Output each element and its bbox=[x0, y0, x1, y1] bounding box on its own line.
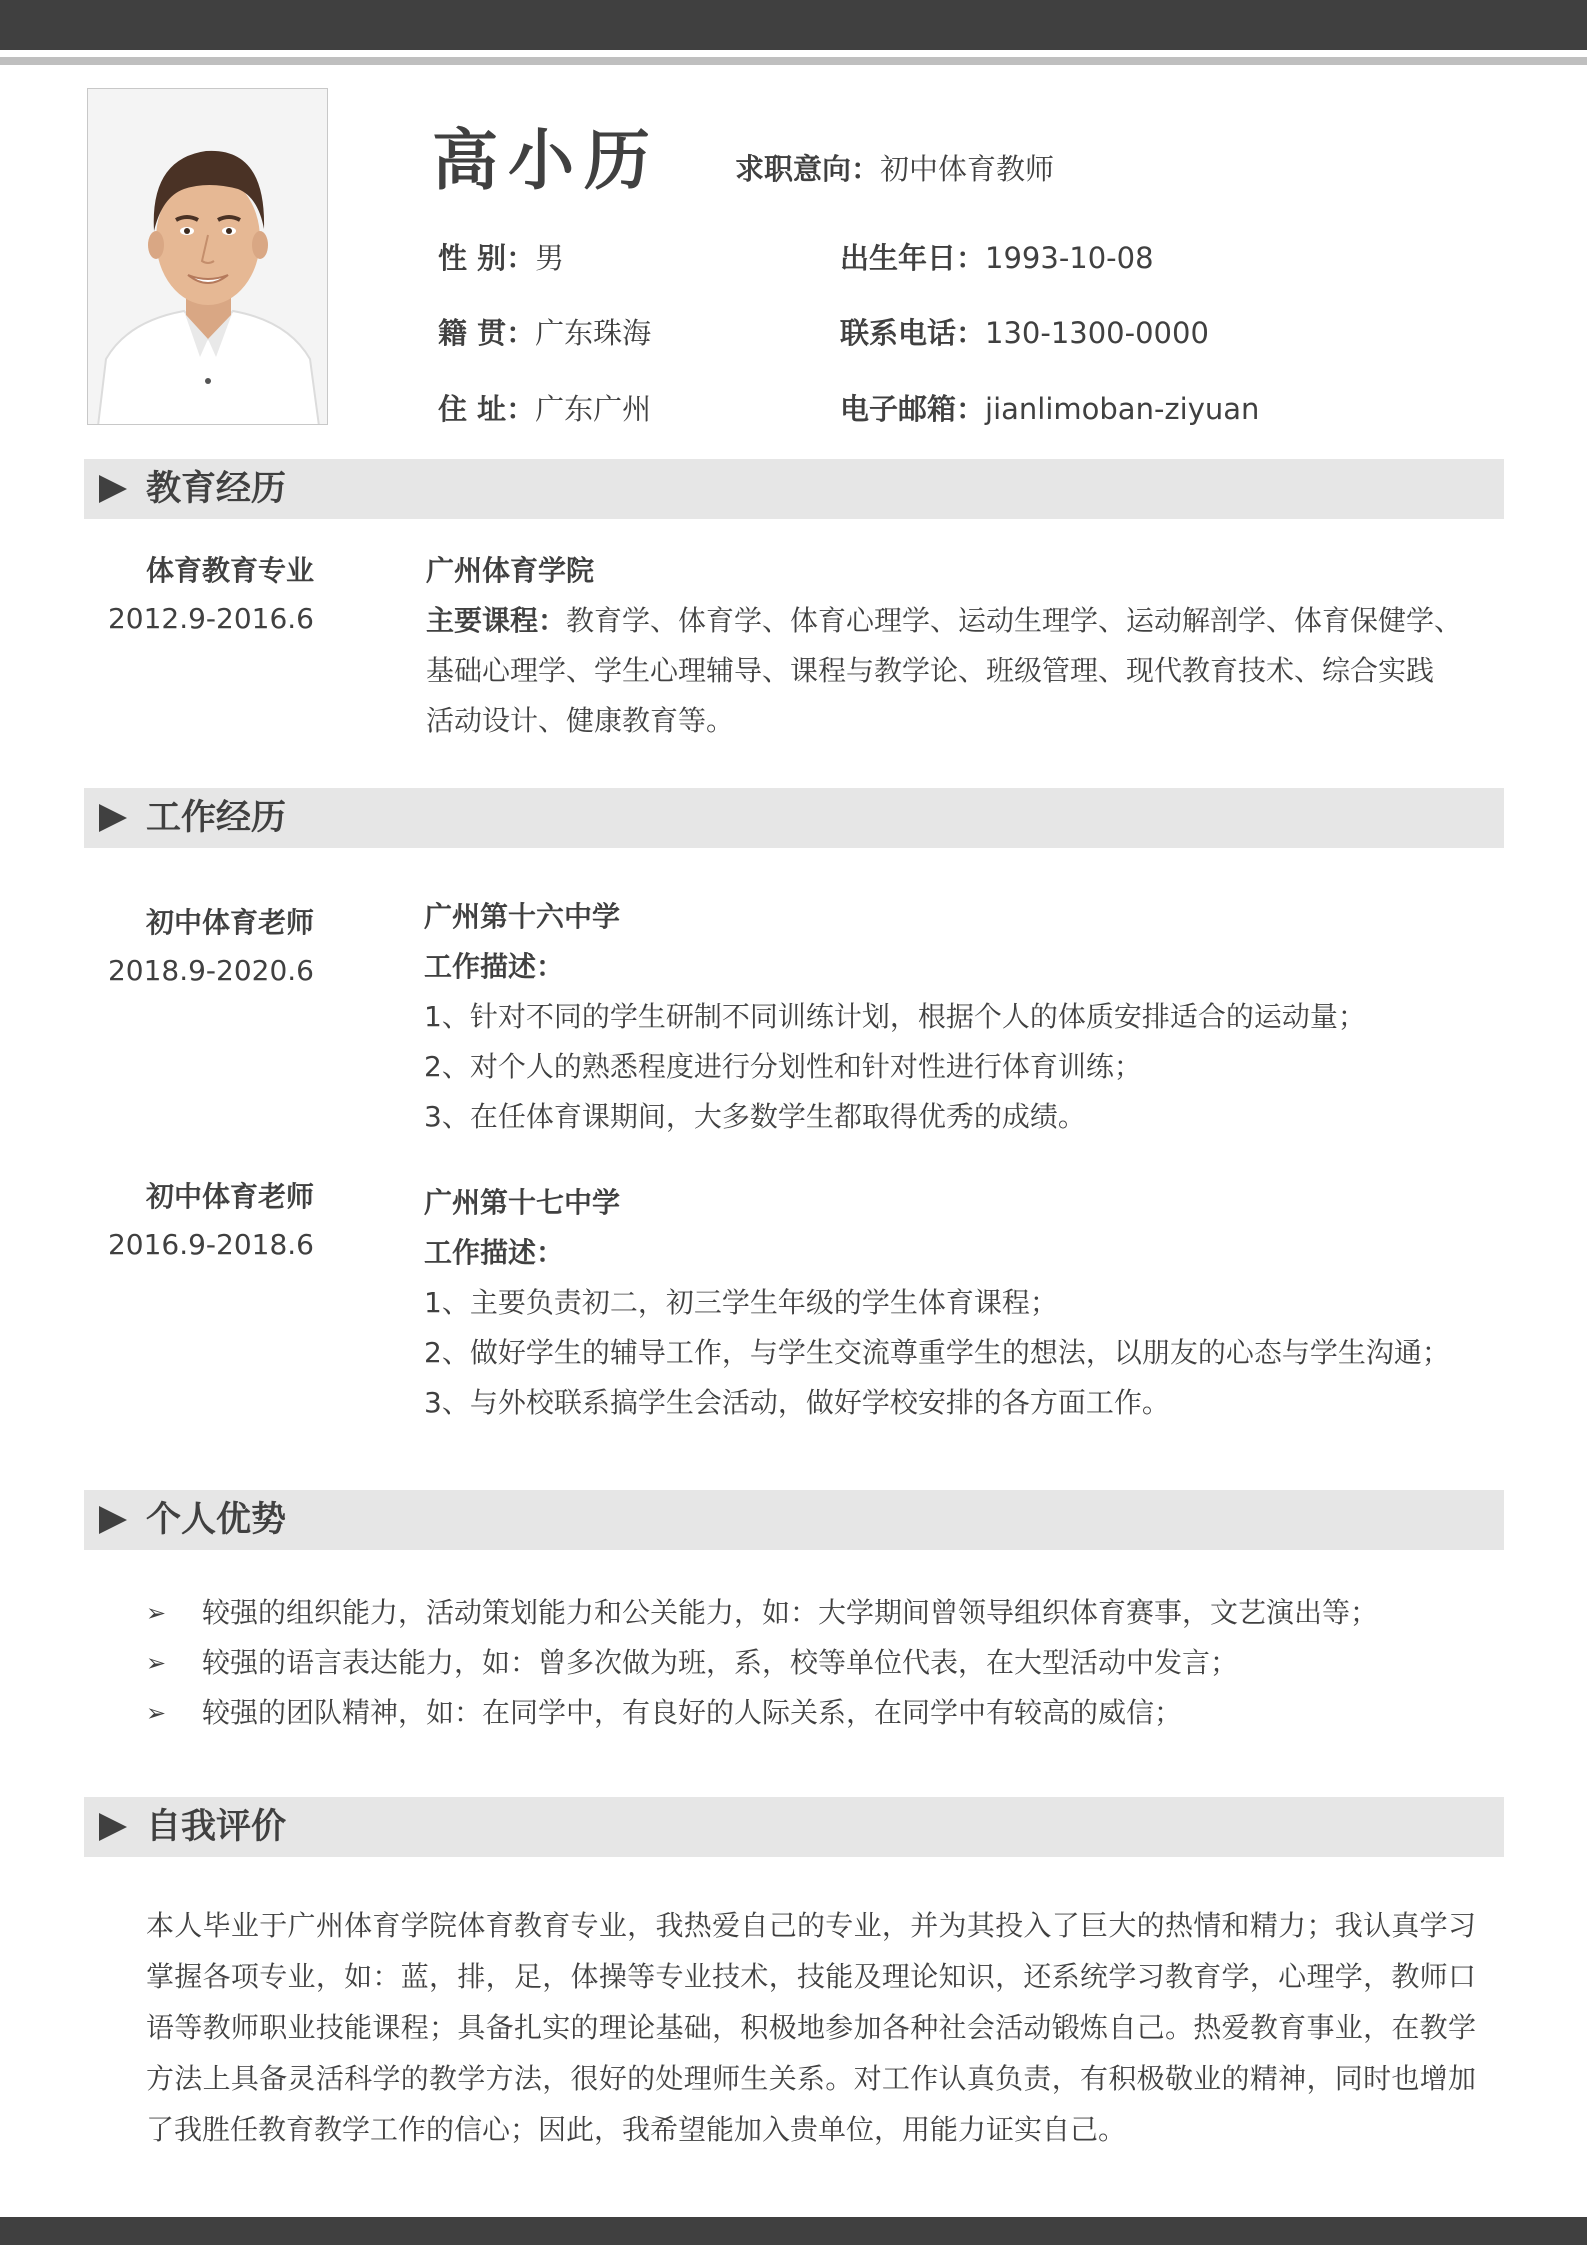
section-title-work: 工作经历 bbox=[146, 798, 287, 838]
info-gender-label: 性 别： bbox=[438, 241, 536, 275]
info-gender bbox=[438, 241, 565, 275]
courses-line-1: 教育学、体育学、体育心理学、运动生理学、运动解剖学、体育保健学、 bbox=[566, 604, 1463, 637]
info-email-value: jianlimoban-ziyuan bbox=[985, 392, 1260, 426]
section-header-self-eval bbox=[84, 1797, 1504, 1857]
list-item bbox=[146, 1638, 1466, 1688]
courses-label: 主要课程： bbox=[426, 604, 567, 637]
work-left-2 bbox=[84, 1180, 314, 1262]
education-school: 广州体育学院 bbox=[426, 554, 595, 587]
advantages-list bbox=[146, 1588, 1466, 1738]
work-item: 1、主要负责初二，初三学生年级的学生体育课程； bbox=[424, 1286, 1058, 1319]
work-right-2 bbox=[424, 1178, 1494, 1428]
info-birth bbox=[840, 241, 1154, 275]
job-intent-label: 求职意向： bbox=[735, 152, 881, 186]
list-item bbox=[146, 1588, 1466, 1638]
info-email-label: 电子邮箱： bbox=[840, 392, 986, 426]
education-major: 体育教育专业 bbox=[145, 554, 314, 587]
work-period: 2018.9-2020.6 bbox=[107, 954, 314, 987]
info-email bbox=[840, 392, 1260, 426]
work-item: 3、在任体育课期间，大多数学生都取得优秀的成绩。 bbox=[424, 1100, 1086, 1133]
courses-line-2: 基础心理学、学生心理辅导、课程与教学论、班级管理、现代教育技术、综合实践 bbox=[426, 654, 1435, 687]
arrow-bullet-icon: ➢ bbox=[146, 1699, 167, 1727]
education-period: 2012.9-2016.6 bbox=[107, 602, 314, 635]
info-hometown-value: 广东珠海 bbox=[535, 316, 652, 350]
triangle-bullet-icon bbox=[99, 1506, 127, 1534]
info-phone bbox=[840, 316, 1209, 350]
work-period: 2016.9-2018.6 bbox=[107, 1228, 314, 1261]
education-left bbox=[84, 554, 314, 636]
info-address bbox=[438, 392, 652, 426]
courses-line-3: 活动设计、健康教育等。 bbox=[426, 704, 735, 737]
job-intent-value: 初中体育教师 bbox=[880, 152, 1055, 186]
work-right-1 bbox=[424, 892, 1494, 1142]
section-header-education bbox=[84, 459, 1504, 519]
info-hometown-label: 籍 贯： bbox=[438, 316, 536, 350]
top-banner bbox=[0, 0, 1587, 50]
info-address-value: 广东广州 bbox=[535, 392, 652, 426]
arrow-bullet-icon: ➢ bbox=[146, 1649, 167, 1677]
avatar-portrait bbox=[88, 89, 328, 425]
top-divider-line bbox=[0, 57, 1587, 65]
section-title-self-eval: 自我评价 bbox=[146, 1807, 287, 1847]
section-title-education: 教育经历 bbox=[146, 469, 287, 509]
work-role: 初中体育老师 bbox=[145, 1180, 314, 1213]
bottom-banner bbox=[0, 2217, 1587, 2245]
info-gender-value: 男 bbox=[535, 241, 565, 275]
education-right bbox=[426, 546, 1496, 746]
info-phone-label: 联系电话： bbox=[840, 316, 986, 350]
triangle-bullet-icon bbox=[99, 1813, 127, 1841]
education-courses-line bbox=[426, 596, 1496, 646]
list-item bbox=[146, 1688, 1466, 1738]
info-birth-value: 1993-10-08 bbox=[985, 241, 1154, 275]
advantage-text: 较强的语言表达能力，如：曾多次做为班，系，校等单位代表，在大型活动中发言； bbox=[202, 1646, 1239, 1679]
work-left-1 bbox=[84, 906, 314, 988]
section-header-work bbox=[84, 788, 1504, 848]
advantage-text: 较强的团队精神，如：在同学中，有良好的人际关系，在同学中有较高的威信； bbox=[202, 1696, 1183, 1729]
work-item: 1、针对不同的学生研制不同训练计划，根据个人的体质安排适合的运动量； bbox=[424, 1000, 1366, 1033]
work-desc-label: 工作描述： bbox=[424, 1236, 565, 1269]
section-title-advantages: 个人优势 bbox=[146, 1500, 287, 1540]
section-header-advantages bbox=[84, 1490, 1504, 1550]
work-desc-label: 工作描述： bbox=[424, 950, 565, 983]
work-role: 初中体育老师 bbox=[145, 906, 314, 939]
candidate-name: 高小历 bbox=[432, 122, 660, 199]
info-address-label: 住 址： bbox=[438, 392, 536, 426]
work-item: 2、对个人的熟悉程度进行分划性和针对性进行体育训练； bbox=[424, 1050, 1142, 1083]
info-birth-label: 出生年日： bbox=[840, 241, 986, 275]
self-evaluation-text: 本人毕业于广州体育学院体育教育专业，我热爱自己的专业，并为其投入了巨大的热情和精力；我认真学习掌握各项专业，如：蓝，排，足，体操等专业技术，技能及理论知识，还系统学习教育学，心理学，教师口语等教师职业技能课程；具备扎实的理论基础，积极地参加各种社会活动锻炼自己。热爱教育事业，在教学方法上具备灵活科学的教学方法，很好的处理师生关系。对工作认真负责，有积极敬业的精神，同时也增加了我胜任教育教学工作的信心；因此，我希望能加入贵单位，用能力证实自己。 bbox=[146, 1909, 1476, 2146]
arrow-bullet-icon: ➢ bbox=[146, 1599, 167, 1627]
work-item: 2、做好学生的辅导工作，与学生交流尊重学生的想法，以朋友的心态与学生沟通； bbox=[424, 1336, 1450, 1369]
profile-photo bbox=[87, 88, 328, 425]
work-item: 3、与外校联系搞学生会活动，做好学校安排的各方面工作。 bbox=[424, 1386, 1170, 1419]
info-hometown bbox=[438, 316, 652, 350]
job-intent bbox=[735, 152, 1055, 186]
triangle-bullet-icon bbox=[99, 804, 127, 832]
triangle-bullet-icon bbox=[99, 475, 127, 503]
work-school: 广州第十七中学 bbox=[424, 1186, 621, 1219]
info-phone-value: 130-1300-0000 bbox=[985, 316, 1209, 350]
advantage-text: 较强的组织能力，活动策划能力和公关能力，如：大学期间曾领导组织体育赛事，文艺演出等； bbox=[202, 1596, 1379, 1629]
work-school: 广州第十六中学 bbox=[424, 900, 621, 933]
